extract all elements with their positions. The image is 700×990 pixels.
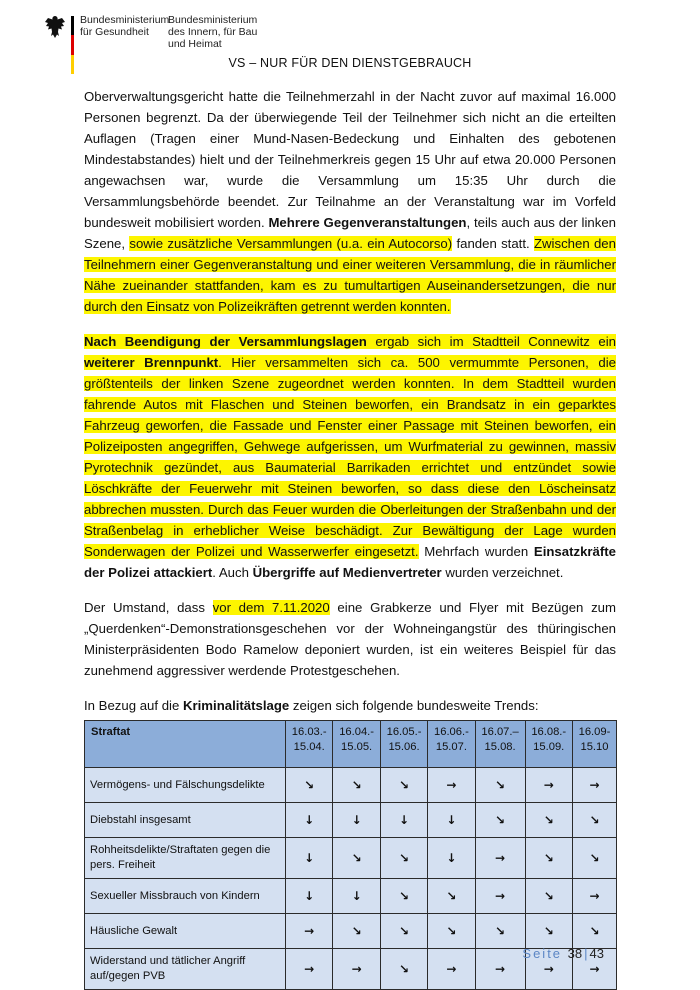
trend-arrow-icon: ↘ [572,838,616,879]
table-header-cell: 16.05.- 15.06. [380,721,427,768]
highlight: sowie zusätzliche Versammlungen (u.a. ein Autocorso) [129,236,453,251]
trend-arrow-icon: → [286,914,333,949]
paragraph-4: In Bezug auf die Kriminalitätslage zeigen sich folgende bundesweite Trends: [84,698,539,713]
table-row-label: Widerstand und tätlicher Angriff auf/gegen PVB [85,949,286,990]
ministry-interior-label: Bundesministerium des Innern, für Bau und Heimat [168,14,258,50]
trend-arrow-icon: → [333,949,380,990]
trend-arrow-icon: → [572,768,616,803]
trend-arrow-icon: ↘ [333,838,380,879]
paragraph-1: Oberverwaltungsgericht hatte die Teilnehmerzahl in der Nacht zuvor auf maximal 16.000 Personen begrenzt. Da der überwiegende Teil der Teilnehmer sich nicht an die erteilten Auflagen (Tragen einer Mund-Nasen-Bedeckung und Einhalten des gebotenen Mindestabstandes) hielt und der Teilnehmerkreis gegen 15 Uhr auf etwa 20.000 Personen angewachsen war, wurde die Versammlung um 15:35 Uhr durch die Versammlungsbehörde beendet. Zur Teilnahme an der Veranstaltung war im Vorfeld bundesweit mobilisiert worden. Mehrere Gegenveranstaltungen, teils auch aus der linken Szene, sowie zusätzliche Versammlungen (u.a. ein Autocorso) fanden statt. Zwischen den Teilnehmern einer Gegenveranstaltung und einer weiteren Versammlung, die in räumlicher Nähe zueinander stattfanden, kam es zu tumultartigen Auseinandersetzungen, die nur durch den Einsatz von Polizeikräften getrennt werden konnten. [84,89,617,314]
total-pages: 43 [589,946,604,961]
page-separator: | [584,946,588,961]
federal-eagle-icon [44,14,66,40]
paragraph-2: Nach Beendigung der Versammlungslagen ergab sich im Stadtteil Connewitz ein weiterer Brennpunkt. Hier versammelten sich ca. 500 vermummte Personen, die größtenteils der linken Szene zugeordnet werden konnten. In dem Stadtteil wurden fahrende Autos mit Flaschen und Steinen beworfen, ein Brandsatz in ein geparktes Fahrzeug geworfen, die Fassade und Fenster einer Passage mit Steinen beworfen, ein Polizeiposten angegriffen, Gehwege aufgerissen, um Wurfmaterial zu gewinnen, massiv Pyrotechnik gezündet, aus Baumaterial Barrikaden errichtet und entzündet sowie Löschkräfte der Feuerwehr mit Steinen beworfen, so dass diese den Löscheinsatz abbrechen mussten. Durch das Feuer wurden die Oberleitungen der Straßenbahn und der Straßenbelag in erheblicher Weise beschädigt. Zur Bewältigung der Lage wurden Sonderwagen der Polizei und Wasserwerfer eingesetzt. Mehrfach wurden Einsatzkräfte der Polizei attackiert. Auch Übergriffe auf Medienvertreter wurden verzeichnet. [84,334,616,580]
table-row-label: Diebstahl insgesamt [85,803,286,838]
highlight: weiterer Brennpunkt [84,355,219,370]
trend-arrow-icon: → [525,949,572,990]
trend-arrow-icon: ↓ [286,879,333,914]
table-row-label: Sexueller Missbrauch von Kindern [85,879,286,914]
table-header-cell: 16.08.- 15.09. [525,721,572,768]
highlight: Nach Beendigung der Versammlungslagen [84,334,367,349]
trend-arrow-icon: ↘ [380,768,427,803]
trend-arrow-icon: ↘ [333,768,380,803]
table-row [85,838,617,879]
trend-arrow-icon: → [525,768,572,803]
highlight: . Hier versammelten sich ca. 500 vermummte Personen, die größtenteils der linken Szene zugeordnet werden konnten. In dem Stadtteil wurden fahrende Autos mit Flaschen und Steinen beworfen, ein Brandsatz in ein geparktes Fahrzeug geworfen, die Fassade und Fenster einer Passage mit Steinen beworfen, ein Polizeiposten angegriffen, Gehwege aufgerissen, um Wurfmaterial zu gewinnen, massiv Pyrotechnik gezündet, aus Baumaterial Barrikaden errichtet und entzündet sowie Löschkräfte der Feuerwehr mit Steinen beworfen, so dass diese den Löscheinsatz abbrechen mussten. Durch das Feuer wurden die Oberleitungen der Straßenbahn und der Straßenbelag in erheblicher Weise beschädigt. Zur Bewältigung der Lage wurden Sonderwagen der Polizei und Wasserwerfer eingesetzt. [84,355,616,559]
trend-arrow-icon: ↘ [380,838,427,879]
table-header-cell: 16.09- 15.10 [572,721,616,768]
trend-arrow-icon: ↘ [525,803,572,838]
page-number [522,946,604,961]
table-row [85,768,617,803]
table-header-row [85,721,617,768]
trend-arrow-icon: ↘ [525,914,572,949]
table-header-cell: 16.04.- 15.05. [333,721,380,768]
trend-arrow-icon: ↓ [428,803,475,838]
trend-arrow-icon: ↓ [333,879,380,914]
trend-arrow-icon: ↓ [333,803,380,838]
trend-arrow-icon: → [475,879,525,914]
trend-arrow-icon: ↘ [525,879,572,914]
trend-arrow-icon: ↘ [428,879,475,914]
trend-arrow-icon: ↘ [428,914,475,949]
table-row [85,803,617,838]
trend-arrow-icon: → [572,949,616,990]
trend-arrow-icon: ↘ [380,914,427,949]
trend-arrow-icon: ↓ [380,803,427,838]
trend-arrow-icon: ↓ [286,838,333,879]
highlight: vor dem 7.11.2020 [212,600,330,615]
page-label: Seite [522,946,563,961]
trend-arrow-icon: → [572,879,616,914]
table-header-cell: 16.07.– 15.08. [475,721,525,768]
trend-arrow-icon: ↘ [380,949,427,990]
trend-arrow-icon: ↘ [475,803,525,838]
table-header-cell: Straftat [85,721,286,768]
trend-arrow-icon: ↘ [475,914,525,949]
trend-arrow-icon: → [428,949,475,990]
trend-arrow-icon: → [475,838,525,879]
trend-arrow-icon: → [428,768,475,803]
table-row [85,914,617,949]
current-page: 38 [567,946,583,961]
table-row-label: Vermögens- und Fälschungsdelikte [85,768,286,803]
table-header-cell: 16.06.- 15.07. [428,721,475,768]
classification-label: VS – NUR FÜR DEN DIENSTGEBRAUCH [228,56,472,70]
trend-arrow-icon: → [475,949,525,990]
trend-arrow-icon: ↘ [525,838,572,879]
trend-arrow-icon: ↘ [333,914,380,949]
highlight: Zwischen den Teilnehmern einer Gegenveranstaltung und einer weiteren Versammlung, die in räumlicher Nähe zueinander stattfanden, kam es zu tumultartigen Auseinandersetzungen, die nur durch den Einsatz von Polizeikräften getrennt werden konnten. [84,236,616,314]
table-row [85,879,617,914]
document-body [84,86,616,990]
trend-arrow-icon: ↘ [286,768,333,803]
trend-arrow-icon: ↘ [572,803,616,838]
table-header-cell: 16.03.- 15.04. [286,721,333,768]
trend-arrow-icon: ↘ [572,914,616,949]
table-row-label: Häusliche Gewalt [85,914,286,949]
trend-arrow-icon: ↘ [380,879,427,914]
trend-arrow-icon: ↘ [475,768,525,803]
trend-arrow-icon: ↓ [286,803,333,838]
ministry-health-label: Bundesministerium für Gesundheit [80,14,170,38]
highlight: ergab sich im Stadtteil Connewitz ein [366,334,616,349]
trend-arrow-icon: → [286,949,333,990]
table-row-label: Rohheitsdelikte/Straftaten gegen die pers. Freiheit [85,838,286,879]
paragraph-3: Der Umstand, dass vor dem 7.11.2020 eine Grabkerze und Flyer mit Bezügen zum „Querdenken“-Demonstrationsgeschehen vor der Wohneingangstür des thüringischen Ministerpräsidenten Bodo Ramelow deponiert wurden, ist ein weiteres Beispiel für das zunehmend aggressiver werdende Protestgeschehen. [84,600,617,678]
trend-arrow-icon: ↓ [428,838,475,879]
